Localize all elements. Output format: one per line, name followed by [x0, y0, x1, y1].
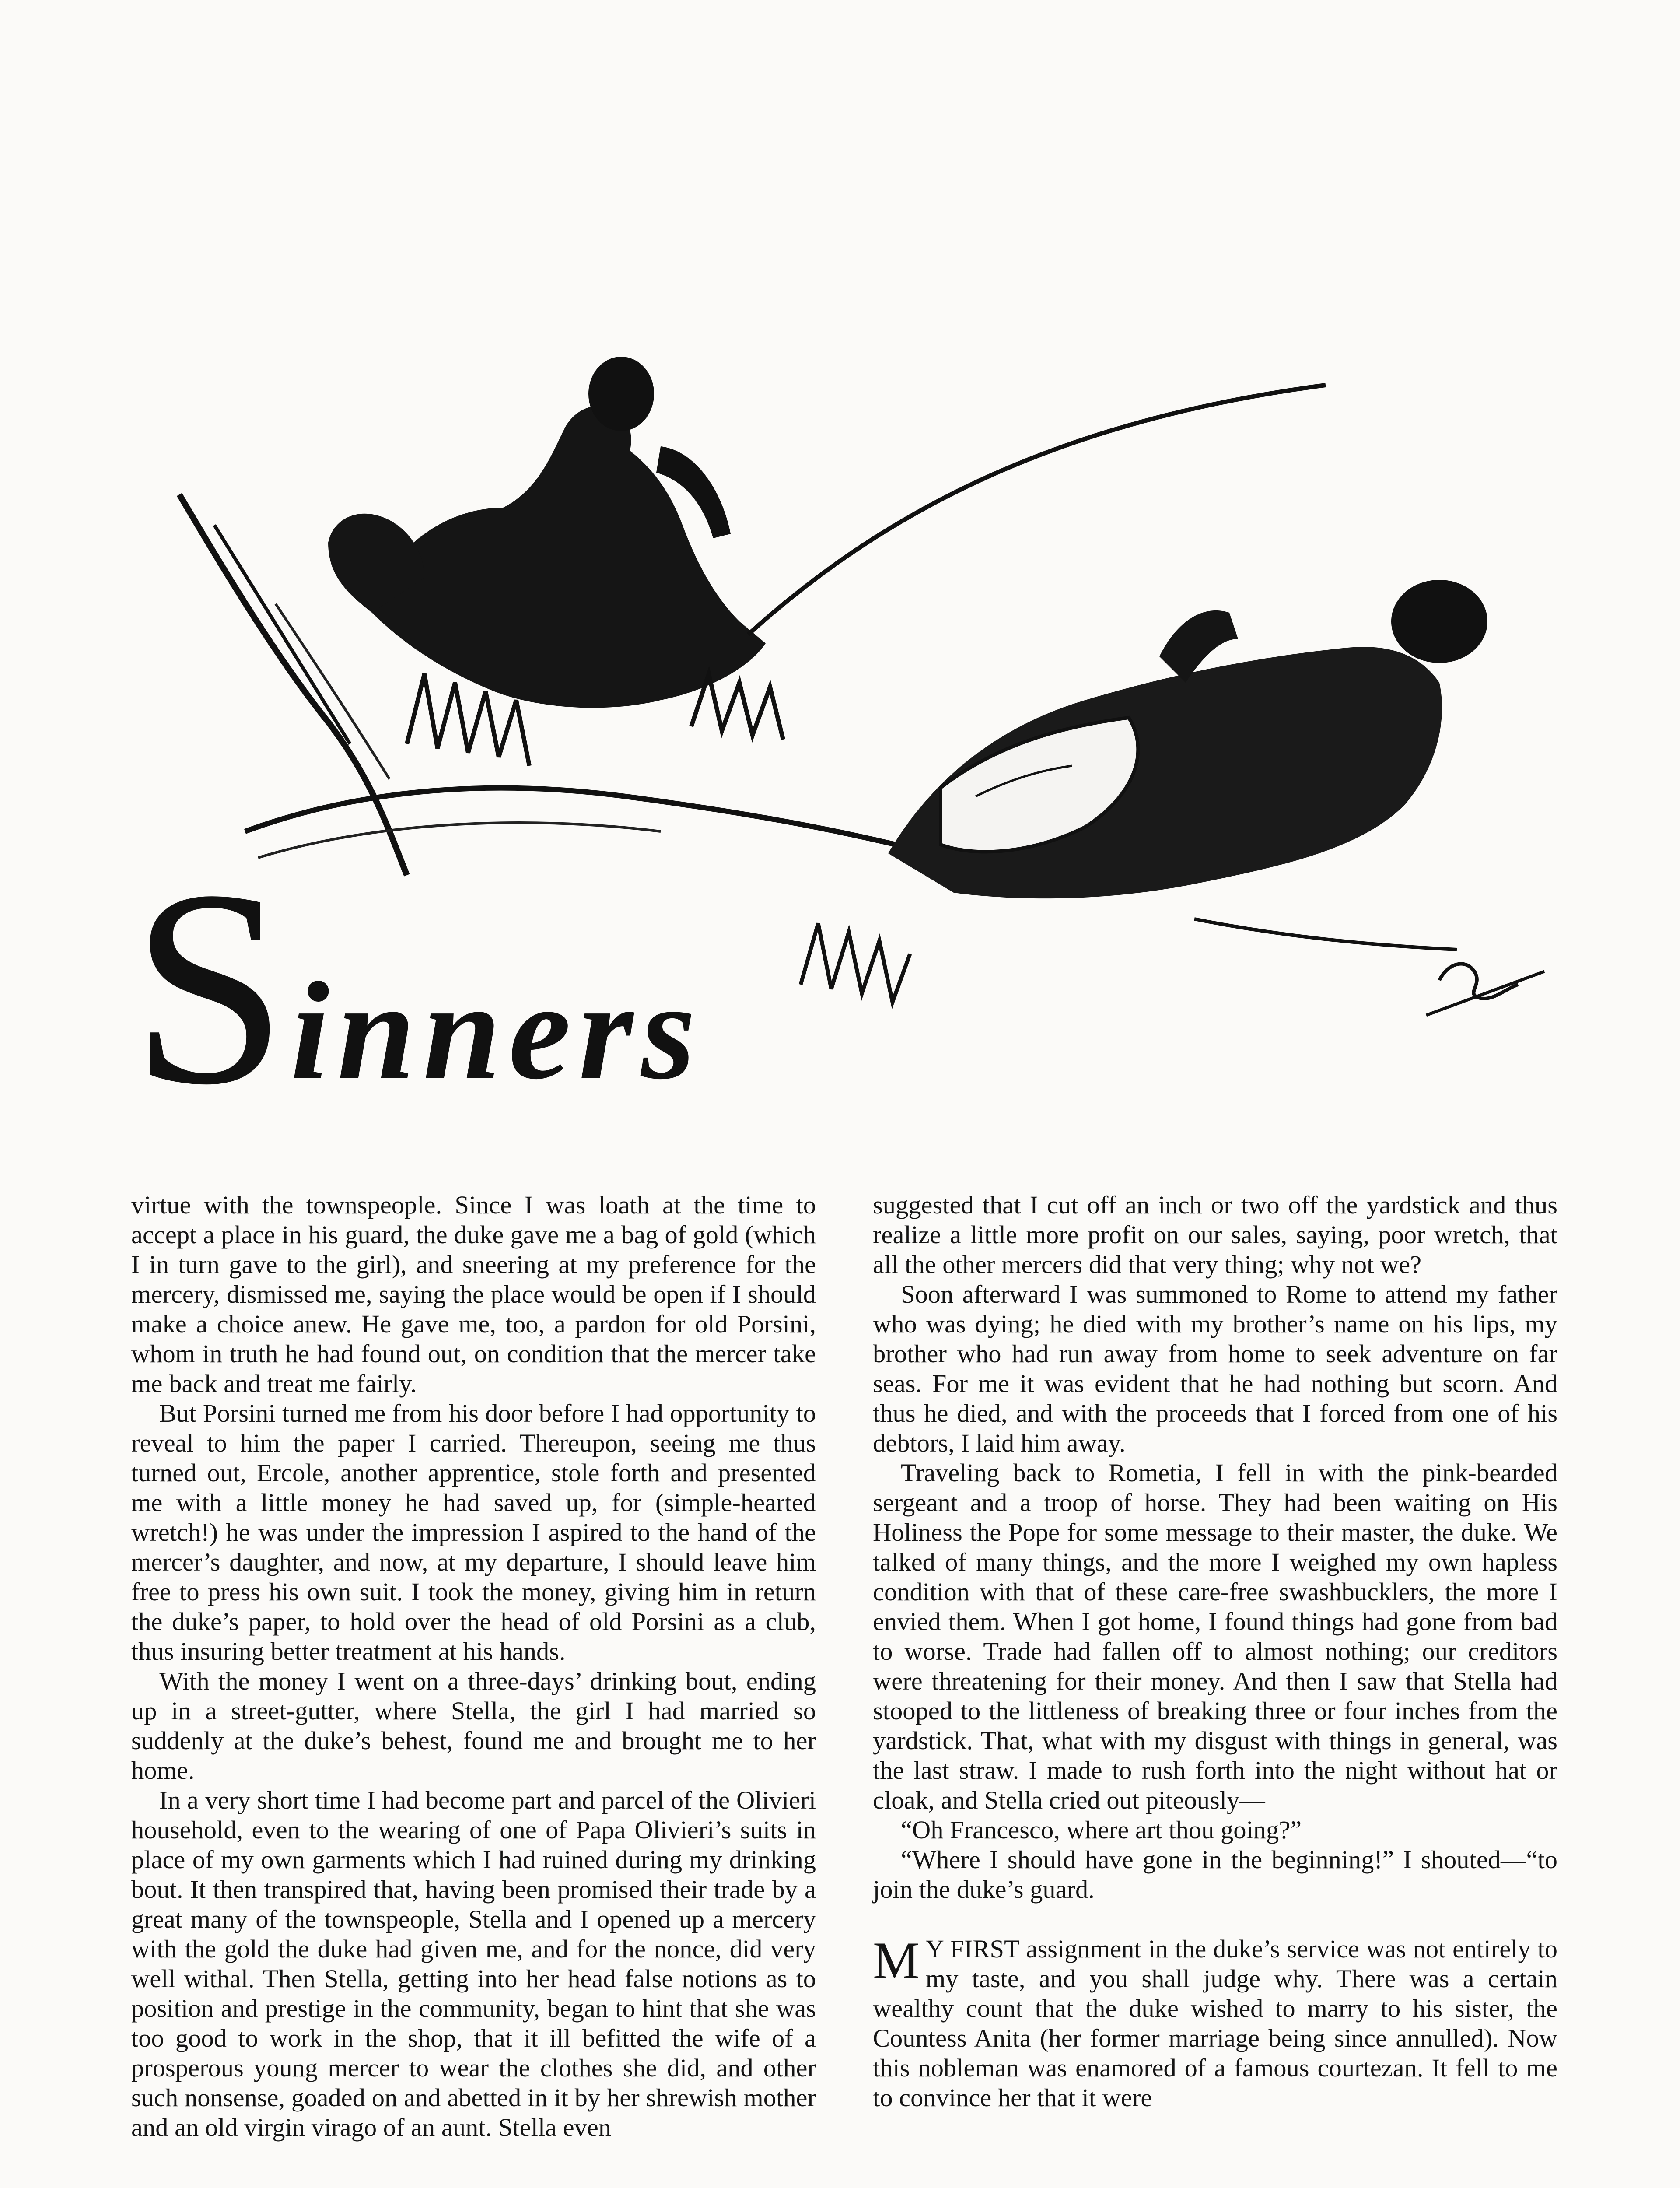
- paragraph: Traveling back to Rometia, I fell in with the pink-bearded sergeant and a troop of horse. They had been waiting on His Holiness the Pope for some message to their master, the duke. We talked of many things, and the more I weighed my own hapless condition with that of these care-free swashbucklers, the more I envied them. When I got home, I found things had gone from bad to worse. Trade had fallen off to almost nothing; our creditors were threatening for their money. And then I saw that Stella had stooped to the littleness of breaking three or four inches from the yardstick. That, what with my disgust with things in general, was the last straw. I made to rush forth into the night without hat or cloak, and Stella cried out piteously—: [873, 1459, 1558, 1814]
- paragraph: But Porsini turned me from his door before I had opportunity to reveal to him the paper I carried. Thereupon, seeing me thus turned out, Ercole, another apprentice, stole forth and presented me with a little money he had saved up, for (simple-hearted wretch!) he was under the impression I aspired to the hand of the mercer’s daughter, and now, at my departure, I should leave him free to press his own suit. I took the money, giving him in return the duke’s paper, to hold over the head of old Porsini as a club, thus insuring better treatment at his hands.: [131, 1399, 816, 1666]
- section-paragraph: [873, 1931, 1558, 2113]
- column-right: [873, 1190, 1558, 2142]
- story-title: [131, 833, 704, 1143]
- column-left: [131, 1190, 816, 2142]
- drop-cap: M: [873, 1931, 920, 1989]
- paragraph: With the money I went on a three-days’ drinking bout, ending up in a street-gutter, where Stella, the girl I had married so suddenly at the duke’s behest, found me and brought me to her home.: [131, 1667, 816, 1785]
- dialogue-line: “Where I should have gone in the beginning!” I shouted—“to join the duke’s guard.: [873, 1845, 1558, 1904]
- section-text: Y FIRST assignment in the duke’s service was not entirely to my taste, and you shall judge why. There was a certain wealthy count that the duke wished to marry to his sister, the Countess Anita (her former marriage being since annulled). Now this nobleman was enamored of a famous courtezan. It fell to me to convince her that it were: [873, 1935, 1558, 2112]
- paragraph: Soon afterward I was summoned to Rome to attend my father who was dying; he died with my brother’s name on his lips, my brother who had run away from home to seek adventure on far seas. For me it was evident that he had nothing but scorn. And thus he died, and with the proceeds that I forced from one of his debtors, I laid him away.: [873, 1280, 1558, 1457]
- title-initial: S: [131, 833, 287, 1143]
- paragraph: In a very short time I had become part and parcel of the Olivieri household, even to the wearing of one of Papa Olivieri’s suits in place of my own garments which I had ruined during my drinking bout. It then transpired that, having been promised their trade by a great many of the townspeople, Stella and I opened up a mercery with the gold the duke had given me, and for the nonce, did very well withal. Then Stella, getting into her head false notions as to position and prestige in the community, began to hint that she was too good to work in the shop, that it ill befitted the wife of a prosperous young mercer to wear the clothes she did, and other such nonsense, goaded on and abetted in it by her shrewish mother and an old virgin virago of an aunt. Stella even: [131, 1786, 816, 2142]
- paragraph: suggested that I cut off an inch or two off the yardstick and thus realize a little more profit on our sales, saying, poor wretch, that all the other mercers did that very thing; why not we?: [873, 1191, 1558, 1279]
- title-rest: inners: [290, 954, 704, 1108]
- article-body: [131, 1190, 1558, 2142]
- paragraph: virtue with the townspeople. Since I was loath at the time to accept a place in his guard, the duke gave me a bag of gold (which I in turn gave to the girl), and sneering at my preference for the mercery, dismissed me, saying the place would be open if I should make a choice anew. He gave me, too, a pardon for old Porsini, whom in truth he had found out, on condition that the mercer take me back and treat me fairly.: [131, 1191, 816, 1398]
- dialogue-line: “Oh Francesco, where art thou going?”: [901, 1816, 1302, 1844]
